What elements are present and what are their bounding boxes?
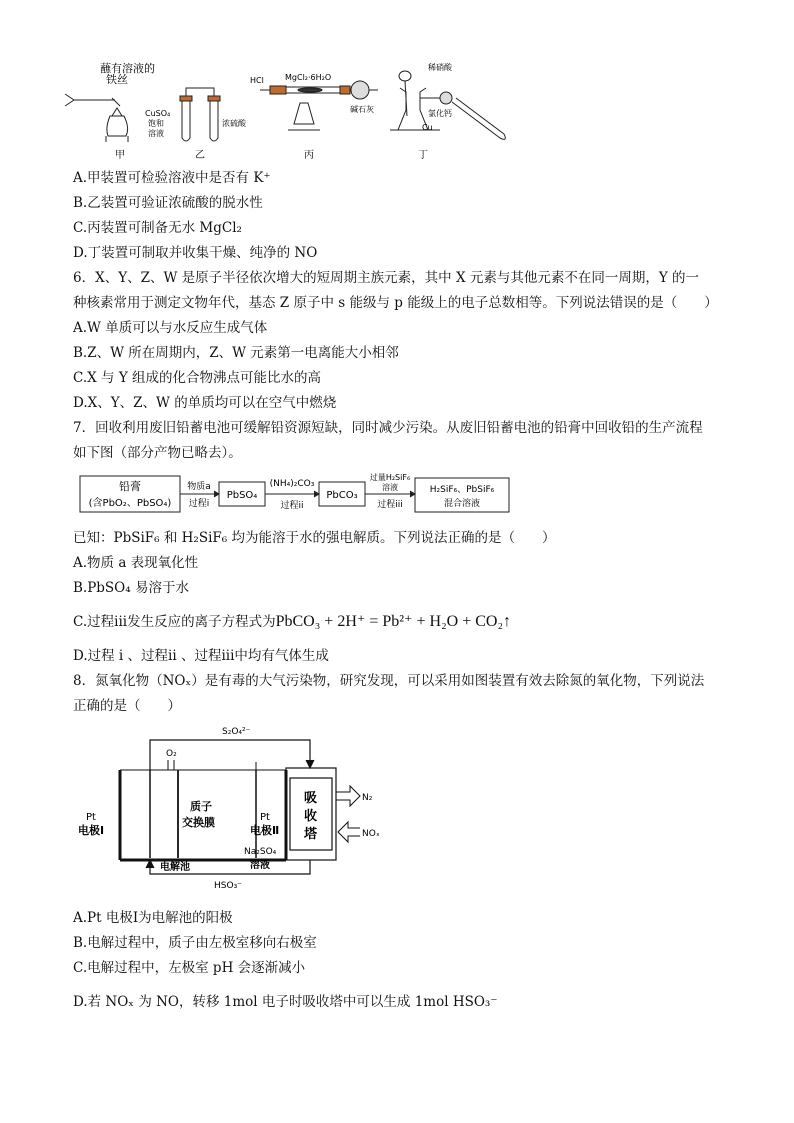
q8-stem-line1: 8．氮氧化物（NOₓ）是有毒的大气污染物，研究发现，可以采用如图装置有效去除氮的氧化物，下列说法 [73,673,705,689]
jia-label2: 铁丝 [106,73,128,86]
flow-arrow2-bottom: 过程ii [280,501,304,511]
q5-option-d: D.丁装置可制取并收集干燥、纯净的 NO [73,245,318,261]
apparatus-yi [180,88,220,141]
flow-box4-line2: 混合溶液 [443,499,481,509]
q8-stem-line2: 正确的是（ ） [73,698,181,714]
flow-arrow3-bottom: 过程iii [377,500,403,510]
jia-label1: 蘸有溶液的 [100,62,155,75]
diagram-tower3: 塔 [304,827,318,842]
yi-left1: CuSO₄ [145,109,171,118]
apparatus-figure [60,58,520,163]
q6-option-a: A.W 单质可以与水反应生成气体 [73,320,268,336]
yi-caption: 乙 [195,150,205,161]
q8-electrolysis-diagram [78,722,388,898]
q7-option-a: A.物质 a 表现氧化性 [73,555,199,571]
q5-option-a: A.甲装置可检验溶液中是否有 K⁺ [73,170,271,186]
diagram-tower1: 吸 [304,791,318,806]
bing-caption: 丙 [304,150,314,161]
q7-flow-chart [78,470,518,520]
flow-box3: PbCO₃ [326,490,358,501]
q6-stem-line1: 6．X、Y、Z、W 是原子半径依次增大的短周期主族元素，其中 X 元素与其他元素不在同一周期，Y 的一 [73,270,700,286]
diagram-electrode1: 电极Ⅰ [78,824,105,837]
diagram-membrane1: 质子 [190,800,212,813]
jia-caption: 甲 [115,150,125,161]
q7-stem-line1: 7．回收利用废旧铅蓄电池可缓解铅资源短缺，同时减少污染。从废旧铅蓄电池的铅膏中回收铅的生产流程 [73,420,703,436]
diagram-s2o4: S₂O₄²⁻ [222,727,251,737]
ding-cu: Cu [422,123,433,132]
ding-caption: 丁 [418,150,428,161]
diagram-o2: O₂ [166,749,177,759]
yi-left3: 溶液 [148,129,164,138]
diagram-nox: NOₓ [362,829,380,839]
flow-box1-line2: (含PbO₂、PbSO₄) [88,498,172,509]
diagram-membrane2: 交换膜 [182,816,215,829]
diagram-na2so4: Na₂SO₄ [244,847,277,857]
flow-box1-line1: 铅膏 [119,480,141,493]
flow-arrow2-top: (NH₄)₂CO₃ [269,479,315,489]
bing-lime: 碱石灰 [350,105,374,114]
diagram-n2: N₂ [362,793,373,803]
q7-known: 已知：PbSiF₆ 和 H₂SiF₆ 均为能溶于水的强电解质。下列说法正确的是（ ） [73,530,556,546]
q6-option-b: B.Z、W 所在周期内，Z、W 元素第一电离能大小相邻 [73,345,399,361]
diagram-tower2: 收 [304,809,318,824]
diagram-pt-left: Pt [86,812,96,823]
diagram-cell-label: 电解池 [160,862,190,873]
q8-option-a: A.Pt 电极Ⅰ为电解池的阳极 [73,910,233,926]
bing-hcl: HCl [250,76,264,85]
q7-option-c-prefix: C.过程iii发生反应的离子方程式为 [73,614,276,630]
apparatus-ding [390,71,505,139]
yi-right: 浓硫酸 [222,119,246,128]
q8-option-d: D.若 NOₓ 为 NO，转移 1mol 电子时吸收塔中可以生成 1mol HSO₃⁻ [73,994,498,1010]
flow-box4-line1: H₂SiF₆、PbSiF₆ [429,485,495,495]
flow-arrow1-top: 物质a [187,482,211,492]
q8-option-b: B.电解过程中，质子由左极室移向右极室 [73,935,317,951]
q7-option-d: D.过程 i 、过程ii 、过程iii中均有气体生成 [73,648,329,664]
q7-option-c [73,612,511,632]
yi-left2: 饱和 [148,119,164,128]
q7-option-c-equation: PbCO₃ + 2H⁺ = Pb²⁺ + H₂O + CO₂↑ [275,613,512,630]
diagram-solution: 溶液 [250,860,270,871]
q8-option-c: C.电解过程中，左极室 pH 会逐渐减小 [73,960,306,976]
q5-option-c: C.丙装置可制备无水 MgCl₂ [73,220,242,236]
flow-box2: PbSO₄ [226,490,258,501]
apparatus-jia [65,94,128,142]
bing-mgcl: MgCl₂·6H₂O [285,73,332,82]
diagram-electrode2: 电极Ⅱ [250,824,280,837]
ding-cacl: 氯化钙 [428,109,452,118]
q5-option-b: B.乙装置可验证浓硫酸的脱水性 [73,195,263,211]
diagram-hso3: HSO₃⁻ [214,881,242,891]
flow-arrow1-bottom: 过程i [188,499,210,509]
ding-acid: 稀硝酸 [428,63,452,72]
diagram-pt-right: Pt [260,812,270,823]
q6-stem-line2: 种核素常用于测定文物年代，基态 Z 原子中 s 能级与 p 能级上的电子总数相等。下列说法错误的是（ ） [73,295,718,311]
q7-stem-line2: 如下图（部分产物已略去）。 [73,445,242,461]
flow-arrow3-top1: 过量H₂SiF₆ [369,473,411,482]
q6-option-d: D.X、Y、Z、W 的单质均可以在空气中燃烧 [73,395,337,411]
flow-arrow3-top2: 溶液 [382,483,398,492]
q7-option-b: B.PbSO₄ 易溶于水 [73,580,189,596]
q6-option-c: C.X 与 Y 组成的化合物沸点可能比水的高 [73,370,322,386]
